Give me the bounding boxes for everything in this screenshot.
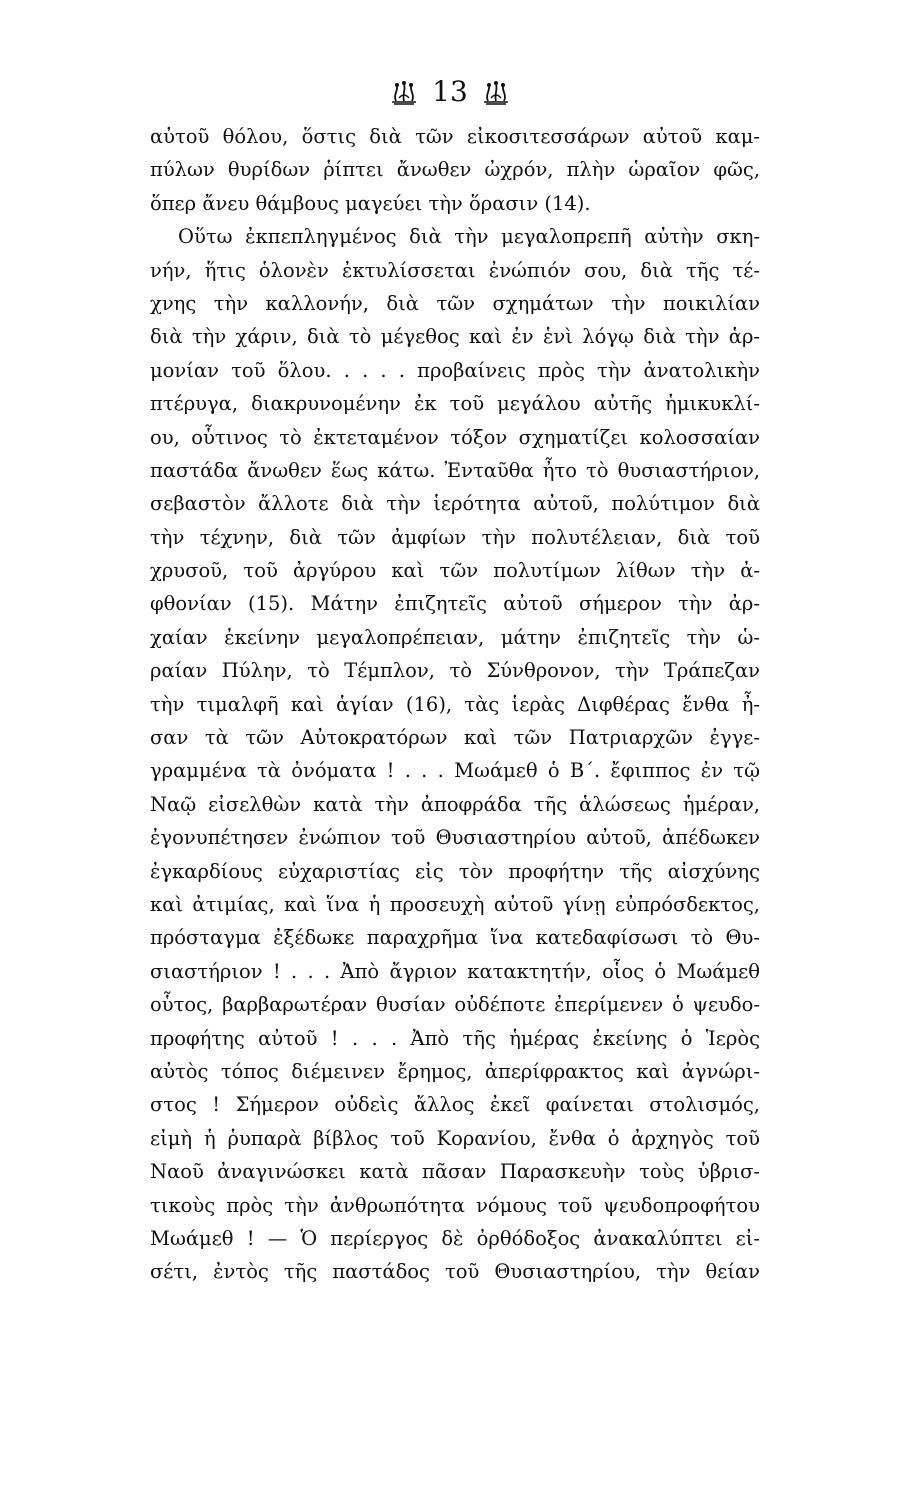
text-line: σέτι, ἐντὸς τῆς παστάδος τοῦ Θυσιαστηρίου, τὴν θείαν — [150, 1260, 760, 1284]
text-line: ἐγονυπέτησεν ἐνώπιον τοῦ Θυσιαστηρίου αὐτοῦ, ἀπέδωκεν — [150, 826, 760, 850]
text-line: οὗτος, βαρβαρωτέραν θυσίαν οὐδέποτε ἐπερίμενεν ὁ ψευδο- — [150, 993, 760, 1017]
text-line: αὐτὸς τόπος διέμεινεν ἔρημος, ἀπερίφρακτος καὶ ἀγνώρι- — [150, 1059, 760, 1083]
text-line: Ναοῦ ἀναγινώσκει κατὰ πᾶσαν Παρασκευὴν τοὺς ὑβρισ- — [150, 1160, 760, 1184]
text-line: Μωάμεθ ! — Ὁ περίεργος δὲ ὀρθόδοξος ἀνακαλύπτει εἰ- — [150, 1226, 760, 1250]
text-line: ου, οὗτινος τὸ ἐκτεταμένον τόξον σχηματίζει κολοσσαίαν — [150, 425, 760, 449]
page-header — [0, 72, 900, 110]
text-line: Οὕτω ἐκπεπληγμένος διὰ τὴν μεγαλοπρεπῆ αὐτὴν σκη- — [178, 225, 760, 249]
text-line: τὴν τέχνην, διὰ τῶν ἀμφίων τὴν πολυτέλειαν, διὰ τοῦ — [150, 525, 760, 549]
text-line: σαν τὰ τῶν Αὐτοκρατόρων καὶ τῶν Πατριαρχῶν ἐγγε- — [150, 726, 760, 750]
text-line: αὐτοῦ θόλου, ὅστις διὰ τῶν εἰκοσιτεσσάρων αὐτοῦ καμ- — [150, 125, 760, 148]
text-line: προφήτης αὐτοῦ ! . . . Ἀπὸ τῆς ἡμέρας ἐκείνης ὁ Ἱερὸς — [150, 1026, 760, 1050]
text-line: γραμμένα τὰ ὀνόματα ! . . . Μωάμεθ ὁ Β΄. ἔφιππος ἐν τῷ — [150, 759, 760, 783]
text-line: τὴν τιμαλφῆ καὶ ἁγίαν (16), τὰς ἱερὰς Διφθέρας ἔνθα ἦ- — [150, 692, 760, 716]
text-line: πύλων θυρίδων ῥίπτει ἄνωθεν ὠχρόν, πλὴν ὡραῖον φῶς, — [150, 158, 760, 182]
text-line: στος ! Σήμερον οὐδεὶς ἄλλος ἐκεῖ φαίνεται στολισμός, — [150, 1093, 760, 1117]
text-line: ὅπερ ἄνευ θάμβους μαγεύει τὴν ὅρασιν (14). — [150, 191, 591, 215]
text-line: χαίαν ἐκείνην μεγαλοπρέπειαν, μάτην ἐπιζητεῖς τὴν ὡ- — [150, 625, 760, 649]
text-line: χνης τὴν καλλονήν, διὰ τῶν σχημάτων τὴν ποικιλίαν — [150, 291, 760, 315]
text-line: ραίαν Πύλην, τὸ Τέμπλον, τὸ Σύνθρονον, τὴν Τράπεζαν — [150, 659, 760, 683]
text-line: σεβαστὸν ἄλλοτε διὰ τὴν ἱερότητα αὐτοῦ, πολύτιμον διὰ — [150, 492, 760, 516]
left-ornament-icon — [389, 79, 419, 105]
text-line: σιαστήριον ! . . . Ἀπὸ ἄγριον κατακτητήν, οἷος ὁ Μωάμεθ — [150, 959, 760, 983]
text-line: μονίαν τοῦ ὅλου. . . . . προβαίνεις πρὸς τὴν ἀνατολικὴν — [150, 358, 760, 382]
text-line: χρυσοῦ, τοῦ ἀργύρου καὶ τῶν πολυτίμων λίθων τὴν ἀ- — [150, 559, 760, 583]
text-line: Ναῷ εἰσελθὼν κατὰ τὴν ἀποφράδα τῆς ἁλώσεως ἡμέραν, — [150, 792, 760, 816]
page-number: 13 — [432, 74, 468, 108]
text-line: νήν, ἥτις ὁλονὲν ἐκτυλίσσεται ἐνώπιόν σου, διὰ τῆς τέ- — [150, 258, 760, 282]
text-line: παστάδα ἄνωθεν ἕως κάτω. Ἐνταῦθα ἦτο τὸ θυσιαστήριον, — [150, 458, 760, 482]
text-line: ἐγκαρδίους εὐχαριστίας εἰς τὸν προφήτην τῆς αἰσχύνης — [150, 859, 760, 883]
text-line: τικοὺς πρὸς τὴν ἀνθρωπότητα νόμους τοῦ ψευδοπροφήτου — [150, 1193, 760, 1217]
text-line: πρόσταγμα ἐξέδωκε παραχρῆμα ἵνα κατεδαφίσωσι τὸ Θυ- — [150, 926, 760, 950]
text-line: καὶ ἀτιμίας, καὶ ἵνα ἡ προσευχὴ αὐτοῦ γίνῃ εὐπρόσδεκτος, — [150, 892, 760, 916]
text-line: πτέρυγα, διακρυνομένην ἐκ τοῦ μεγάλου αὐτῆς ἡμικυκλί- — [150, 392, 760, 416]
text-line: φθονίαν (15). Μάτην ἐπιζητεῖς αὐτοῦ σήμερον τὴν ἀρ- — [150, 592, 760, 616]
right-ornament-icon — [481, 79, 511, 105]
body-text — [150, 120, 760, 1289]
text-line: εἰμὴ ἡ ῥυπαρὰ βίβλος τοῦ Κορανίου, ἔνθα ὁ ἀρχηγὸς τοῦ — [150, 1126, 760, 1150]
text-line: διὰ τὴν χάριν, διὰ τὸ μέγεθος καὶ ἐν ἑνὶ λόγῳ διὰ τὴν ἁρ- — [150, 325, 760, 349]
